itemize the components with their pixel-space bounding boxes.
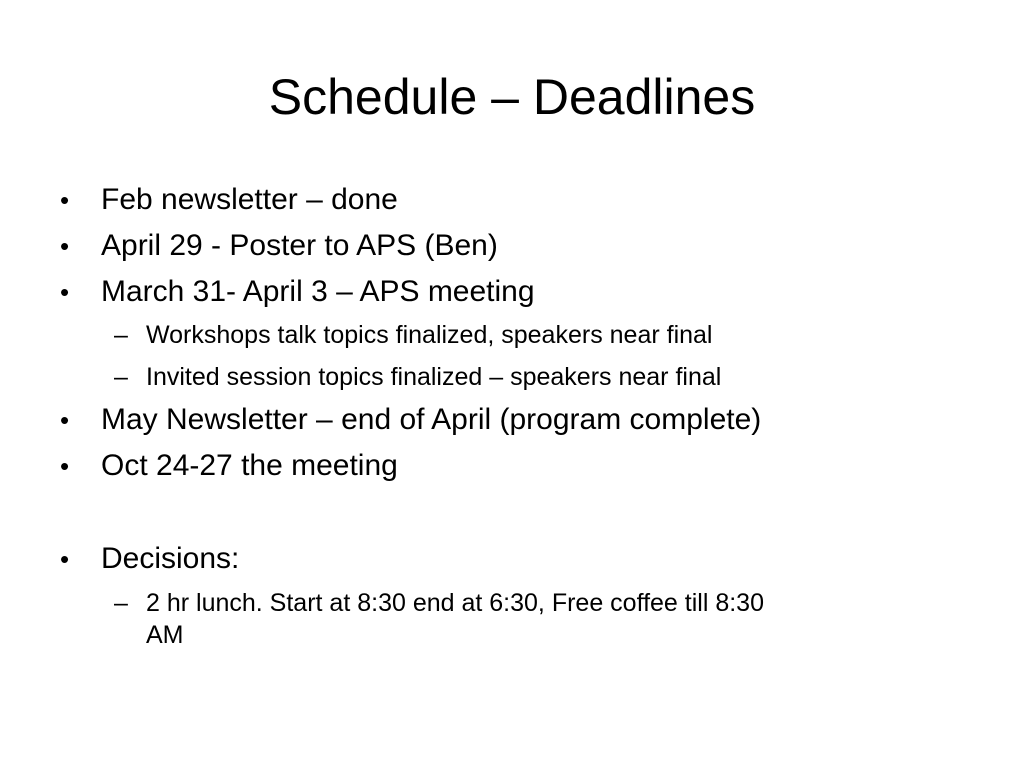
sub-list-item-text-continued: AM [146, 621, 184, 649]
dash-icon: – [114, 321, 128, 349]
dash-icon: – [114, 589, 128, 617]
dash-icon: – [114, 363, 128, 391]
slide-title: Schedule – Deadlines [268, 69, 756, 125]
bullet-icon: • [60, 451, 70, 481]
bullet-icon: • [60, 544, 70, 574]
list-item-text: May Newsletter – end of April (program complete) [101, 403, 762, 436]
sub-list-item-text: Workshops talk topics finalized, speakers near final [146, 321, 713, 349]
sub-list-item-text: 2 hr lunch. Start at 8:30 end at 6:30, Free coffee till 8:30 [146, 589, 764, 617]
list-item-text: Decisions: [101, 542, 240, 575]
sub-list-item-text: Invited session topics finalized – speakers near final [146, 363, 722, 391]
list-item-text: Feb newsletter – done [101, 183, 398, 216]
list-item-text: April 29 - Poster to APS (Ben) [101, 229, 498, 262]
bullet-icon: • [60, 231, 70, 261]
list-item-text: March 31- April 3 – APS meeting [101, 275, 535, 308]
list-item-text: Oct 24-27 the meeting [101, 449, 398, 482]
bullet-icon: • [60, 405, 70, 435]
bullet-icon: • [60, 185, 70, 215]
bullet-icon: • [60, 277, 70, 307]
